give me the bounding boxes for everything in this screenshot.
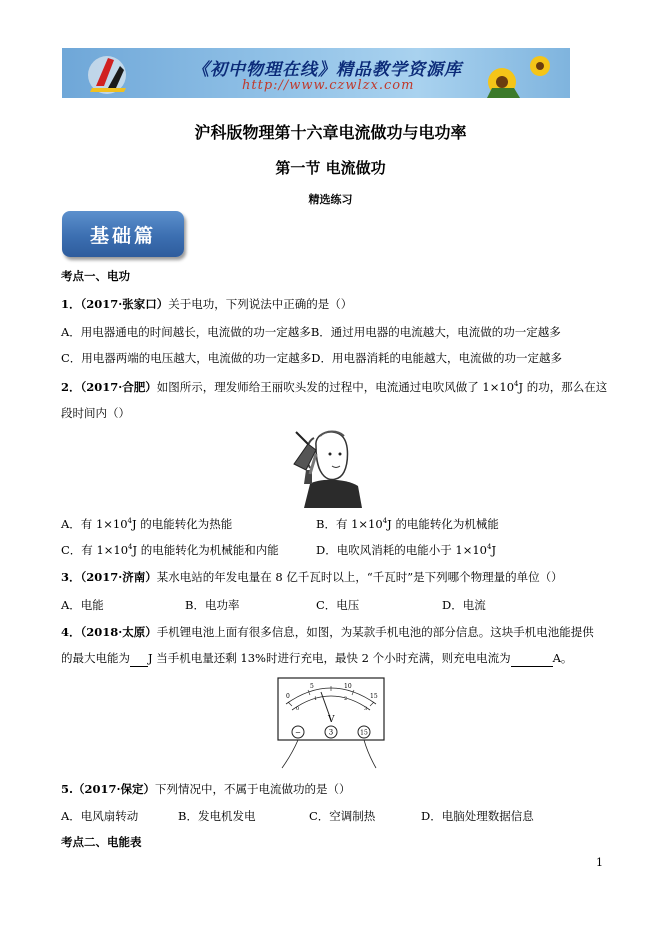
q1-option-d: D．用电器消耗的电能越大，电流做的功一定越多 xyxy=(311,351,563,365)
q2-option-b-part1: B．有 1×10 xyxy=(316,517,383,531)
q2-source: （2017·合肥） xyxy=(80,379,157,394)
q2-option-c-part2: J 的电能转化为机械能和内能 xyxy=(132,543,279,557)
q5-stem: 下列情况中，不属于电流做功的是（） xyxy=(155,782,351,796)
question-5 xyxy=(61,781,351,797)
header-banner xyxy=(62,48,570,98)
q4-stem-line-2 xyxy=(61,650,572,667)
q2-option-a-exp: 4 xyxy=(127,517,133,526)
q4-number: 4． xyxy=(61,625,81,639)
meter-tick-inner-1: 1 xyxy=(314,696,318,702)
q3-option-a: A．电能 xyxy=(61,598,104,612)
section-title: 第一节 电流做功 xyxy=(275,159,386,177)
q2-option-d xyxy=(316,542,496,558)
section-heading-2: 考点二、电能表 xyxy=(61,835,142,849)
banner-url[interactable]: http://www.czwlzx.com xyxy=(242,78,415,93)
q5-option-a: A．电风扇转动 xyxy=(61,809,139,823)
q2-option-a xyxy=(61,516,232,532)
q3-number: 3． xyxy=(61,570,81,584)
q4-source: （2018·太原） xyxy=(80,625,157,639)
q2-exponent: 4 xyxy=(514,380,519,388)
meter-tick-0: 0 xyxy=(286,693,290,700)
q1-stem: 关于电功，下列说法中正确的是（） xyxy=(168,297,353,311)
level-badge-label: 基础篇 xyxy=(89,225,156,247)
meter-terminal-neg: − xyxy=(295,728,301,737)
q1-option-b: B．通过用电器的电流越大，电流做的功一定越多 xyxy=(310,325,561,339)
q4-stem-part-b: J 当手机电量还剩 13%时进行充电，最快 2 个小时充满，则充电电流为 xyxy=(148,651,511,665)
q5-option-b: B．发电机发电 xyxy=(178,809,256,823)
meter-tick-10: 10 xyxy=(344,683,352,690)
meter-tick-inner-3: 3 xyxy=(364,706,368,712)
document-title: 沪科版物理第十六章电流做功与电功率 xyxy=(194,123,467,142)
meter-terminal-15: 15 xyxy=(360,729,368,737)
q2-option-c-part1: C．有 1×10 xyxy=(61,543,129,557)
q2-option-a-part2: J 的电能转化为热能 xyxy=(132,517,233,531)
level-badge xyxy=(62,211,184,257)
q1-number: 1． xyxy=(61,297,81,311)
hairdryer-figure-image xyxy=(286,424,366,510)
meter-tick-inner-0: 0 xyxy=(296,706,300,712)
q2-option-b-exp: 4 xyxy=(382,517,388,526)
q2-number: 2． xyxy=(61,379,81,394)
q2-stem-cont: J 的功，那么在这 xyxy=(518,379,608,394)
q2-option-d-part2: J xyxy=(491,543,497,557)
q3-stem: 某水电站的年发电量在 8 亿千瓦时以上，“千瓦时”是下列哪个物理量的单位（） xyxy=(156,570,563,584)
q2-option-d-part1: D．电吹风消耗的电能小于 1×10 xyxy=(316,543,487,557)
q2-option-a-part1: A．有 1×10 xyxy=(61,517,128,531)
meter-terminal-3: 3 xyxy=(328,728,334,737)
q2-option-c xyxy=(61,542,279,558)
q1-option-c: C．用电器两端的电压越大，电流做的功一定越多 xyxy=(61,351,312,365)
q1-option-a: A．用电器通电的时间越长，电流做的功一定越多 xyxy=(61,325,311,339)
meter-symbol-v: V xyxy=(328,715,335,725)
question-4 xyxy=(61,624,594,640)
q3-option-d: D．电流 xyxy=(442,598,486,612)
q1-source: （2017·张家口） xyxy=(80,297,169,311)
question-3 xyxy=(61,569,563,585)
q5-option-c: C．空调制热 xyxy=(309,809,376,823)
voltmeter-figure xyxy=(272,676,390,772)
q2-stem: 如图所示，理发师给王丽吹头发的过程中，电流通过电吹风做了 1×10 xyxy=(156,379,515,394)
q4-blank-2[interactable] xyxy=(511,650,553,667)
question-1 xyxy=(61,296,352,312)
q2-option-b-part2: J 的电能转化为机械能 xyxy=(387,517,499,531)
meter-tick-inner-2: 2 xyxy=(344,696,348,702)
meter-tick-5: 5 xyxy=(310,683,314,690)
q4-stem-part-a: 的最大电能为 xyxy=(61,651,130,665)
q4-stem-part-c: A。 xyxy=(552,651,573,665)
q1-options-row-2 xyxy=(61,350,562,366)
q4-stem: 手机锂电池上面有很多信息，如图，为某款手机电池的部分信息。这块手机电池能提供 xyxy=(156,625,594,639)
section-heading-1: 考点一、电功 xyxy=(61,269,130,283)
q2-option-c-exp: 4 xyxy=(128,543,133,552)
q3-option-c: C．电压 xyxy=(316,598,360,612)
q2-option-d-exp: 4 xyxy=(486,543,492,552)
banner-title: 《初中物理在线》精品教学资源库 xyxy=(192,60,462,80)
q2-option-b xyxy=(316,516,499,532)
q1-options-row-1 xyxy=(61,324,561,340)
q5-source: （2017·保定） xyxy=(73,782,156,796)
q3-source: （2017·济南） xyxy=(80,570,157,584)
q4-blank-1[interactable] xyxy=(130,650,148,667)
page-number: 1 xyxy=(596,856,603,869)
subtitle: 精选练习 xyxy=(308,193,353,206)
meter-tick-15: 15 xyxy=(370,693,378,700)
q5-option-d: D．电脑处理数据信息 xyxy=(421,809,534,823)
question-2 xyxy=(61,376,607,395)
q2-stem-line-2: 段时间内（） xyxy=(61,406,130,420)
q5-number: 5. xyxy=(61,782,74,796)
q3-option-b: B．电功率 xyxy=(185,598,240,612)
